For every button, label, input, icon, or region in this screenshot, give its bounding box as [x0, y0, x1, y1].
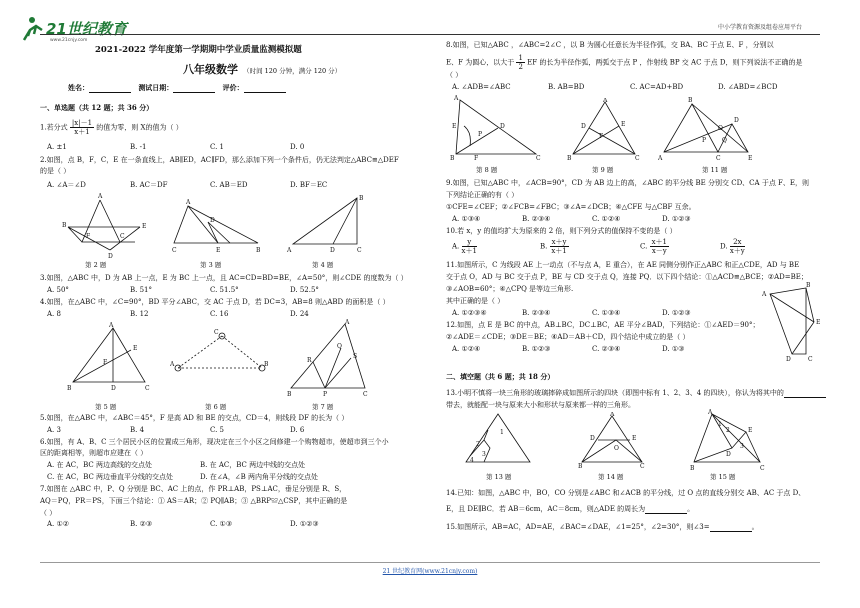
q11-line1: 11.如图所示，C 为线段 AE 上一动点（不与点 A，E 重合），在 AE 同侧分别作正△ABC 和正△CDE，AD 与 BE: [446, 261, 800, 269]
q11-opt-b[interactable]: B. ②③④: [522, 309, 551, 317]
q4-opt-d[interactable]: D. 24: [290, 310, 309, 318]
q8-opt-a[interactable]: A. ∠ADB=∠ABC: [452, 83, 511, 91]
fig-q13-label-4: 4: [470, 457, 474, 464]
fig-q9-label-c: C: [635, 155, 640, 160]
fig-q7-label-c: C: [363, 391, 368, 398]
name-label: 姓名：: [68, 83, 89, 92]
q3-opt-c[interactable]: C. 51.5°: [210, 286, 239, 294]
figure-q5: [65, 322, 155, 392]
q8-frac-num: 1: [518, 54, 523, 62]
q9-opt-c[interactable]: C. ①②④: [592, 215, 621, 223]
fig-q9-label-e: E: [621, 121, 626, 128]
q3-line1: 3.如图，△ABC 中，D 为 AB 上一点，E 为 BC 上一点，且 AC=CD=BD=BE，∠A=50°，则∠CDE 的度数为（ ）: [40, 274, 408, 282]
figure-q13: [462, 410, 534, 468]
q12-opt-b[interactable]: B. ①②③: [522, 345, 551, 353]
fig-q2-label-f: F: [86, 233, 91, 240]
figure-q6: [170, 328, 270, 383]
q10-opt-a-den: x＋1: [461, 247, 477, 255]
q12-line1: 12.如图，点 E 是 BC 的中点，AB⊥BC，DC⊥BC，AE 平分∠BAD，下列结论：①∠AED＝90°；: [446, 321, 760, 329]
fig-q15-label-e: E: [748, 427, 753, 434]
q2-line2: 的是（ ）: [40, 167, 71, 175]
q10-opt-c-den: x－y: [651, 247, 667, 255]
fig-caption-q14: 第 14 题: [598, 473, 624, 481]
fig-q15-label-3: 3: [740, 443, 744, 450]
name-field[interactable]: [89, 84, 131, 93]
fig-q15-label-c: C: [760, 465, 765, 470]
fig-q15-label-a: A: [708, 409, 713, 416]
fig-q8-label-p: P: [478, 131, 483, 138]
fig-q5-label-e: E: [133, 345, 138, 352]
q3-opt-a[interactable]: A. 50°: [47, 286, 69, 294]
fig-q2-label-d: D: [108, 253, 113, 260]
fig-q12-label-a: A: [762, 291, 767, 298]
fig-q3-label-a: A: [186, 199, 191, 206]
q7-opt-c[interactable]: C. ①③: [210, 520, 233, 528]
fig-q13-label-1: 1: [500, 429, 504, 436]
q9-line2: 下列结论正确的有（ ）: [446, 191, 519, 199]
q10-opt-b-den: x＋1: [551, 247, 567, 255]
fig-q15-label-b: B: [690, 465, 695, 470]
fig-q14-label-c: C: [640, 463, 645, 468]
header-note: 中小学教育资源及组卷应用平台: [717, 24, 802, 31]
q13-line1: [446, 388, 826, 398]
fig-q3-label-c: C: [172, 247, 177, 254]
exam-subtitle: 八年级数学: [183, 63, 238, 76]
q8-opt-b[interactable]: B. AB=BD: [548, 83, 585, 91]
q1-stem-b: 的值为零，则 X的值为（ ）: [96, 123, 183, 132]
q6-line1: 6.如图，有 A、B、C 三个居民小区的位置成三角形，现决定在三个小区之间修建一个购物超市，使超市到三个小: [40, 438, 389, 446]
q9-line1: 9.如图，已知△ABC 中，∠ACB=90°，CD 为 AB 边上的高，∠ABC 的平分线 BE 分别交 CD、CA 于点 F、E，则: [446, 179, 810, 187]
q1-fraction: [70, 119, 94, 136]
fig-caption-q6: 第 6 题: [205, 403, 227, 411]
fig-q14-label-b: B: [578, 463, 583, 468]
q14-answer-blank[interactable]: [645, 505, 687, 514]
fig-q11-label-o: O: [718, 125, 723, 132]
q9-opt-b[interactable]: B. ②③④: [522, 215, 551, 223]
exam-subtitle-note: （时间 120 分钟，满分 120 分）: [243, 67, 342, 75]
q10-opt-d-fraction: [730, 238, 745, 255]
fig-q13-label-2: 2: [476, 441, 480, 448]
fig-q9-label-a: A: [603, 98, 608, 104]
fig-q8-label-a: A: [454, 95, 459, 102]
figure-q8: [448, 92, 543, 162]
logo-text: 21世纪教育: [46, 20, 127, 38]
q1-opt-a[interactable]: A. ±1: [47, 143, 67, 151]
section1-title: 一、单选题（共 12 题；共 36 分）: [40, 103, 154, 112]
fig-q15-label-1: 1: [718, 421, 722, 428]
q11-opt-d[interactable]: D. ①②③: [662, 309, 691, 317]
fig-q4-label-c: C: [357, 247, 362, 254]
fig-q8-label-b: B: [450, 155, 455, 162]
exam-title: 2021-2022 学年度第一学期期中学业质量监测模拟题: [95, 45, 302, 55]
q7-opt-d[interactable]: D. ①②③: [290, 520, 319, 528]
q1-den: x＋1: [74, 128, 90, 136]
exam-subtitle-row: [183, 58, 341, 77]
fig-q14-label-e: E: [632, 435, 637, 442]
fig-q8-label-d: D: [500, 123, 505, 130]
q10-opt-a-fraction: [462, 238, 477, 255]
q2-line1: 2.如图，点 B，F，C，E 在一条直线上，AB∥ED，AC∥FD，那么添加下列一个条件后，仍无法判定△ABC≌△DEF: [40, 156, 399, 164]
q8-opt-d[interactable]: D. ∠ABD=∠BCD: [718, 83, 778, 91]
q10-opt-a-label: A.: [452, 242, 460, 251]
fig-q11-label-e: E: [748, 155, 753, 162]
q1-stem: [40, 119, 183, 136]
fig-q11-label-b: B: [688, 97, 693, 104]
q6-opt-c[interactable]: C. 在 AC，BC 两边垂直平分线的交点处: [47, 473, 174, 481]
figure-q11: [658, 92, 758, 162]
fig-caption-q5: 第 5 题: [95, 403, 117, 411]
q10-opt-d-num: 2x: [730, 238, 745, 247]
fig-q7-label-r: R: [307, 357, 312, 364]
fig-q4-label-b: B: [359, 195, 364, 202]
q5-line1: 5.如图，在△ABC 中，∠ABC＝45°，F 是高 AD 和 BE 的交点，CD＝4，则线段 DF 的长为（ ）: [40, 414, 349, 422]
q15-line1-end: 。: [751, 523, 759, 531]
figure-q9: [565, 98, 645, 160]
fig-q7-label-q: Q: [337, 343, 342, 350]
q11-opt-c[interactable]: C. ①③④: [592, 309, 621, 317]
q15-line1: [446, 522, 759, 532]
fig-q11-label-c: C: [716, 155, 721, 162]
q13-line2: 带去，就能配一块与原来大小和形状与原来都一样的三角形。: [446, 401, 635, 409]
fig-q6-label-c: C: [214, 329, 219, 336]
fig-q8-label-c: C: [536, 155, 541, 162]
fig-q14-label-o: O: [614, 445, 619, 452]
fig-q9-label-b: B: [567, 155, 572, 160]
q7-opt-a[interactable]: A. ①②: [47, 520, 70, 528]
q6-opt-a[interactable]: A. 在 AC，BC 两边高线的交点处: [47, 461, 152, 469]
figure-q15: [690, 408, 768, 470]
q8-line2: [446, 54, 803, 71]
fig-q2-label-a: A: [98, 193, 103, 200]
q7-line3: （ ）: [40, 509, 57, 517]
q10-opt-c[interactable]: [640, 238, 669, 255]
fig-q13-label-3: 3: [482, 451, 486, 458]
student-info-row: [68, 83, 286, 93]
q5-opt-d[interactable]: D. 6: [290, 426, 305, 434]
q9-line3: ①CFE=∠CEF；②∠FCB=∠FBC；③∠A=∠DCB；④△CFE 与△CBF 互余。: [446, 203, 696, 211]
q1-stem-a: 1.若分式: [40, 123, 68, 132]
q12-opt-d[interactable]: D. ①③: [662, 345, 685, 353]
q2-opt-a[interactable]: A. ∠A＝∠D: [47, 181, 86, 189]
fig-caption-q7: 第 7 题: [312, 403, 334, 411]
fig-q7-label-s: S: [353, 353, 358, 360]
q10-line1: 10.若 x，y 的值均扩大为原来的 2 倍，则下列分式的值保持不变的是（ ）: [446, 227, 677, 235]
fig-q8-label-f: F: [474, 155, 479, 162]
site-logo: [12, 12, 132, 46]
q8-line3: （ ）: [446, 71, 463, 79]
fig-q5-label-d: D: [111, 385, 116, 392]
q6-line2: 区的距离相等，则超市应建在（ ）: [40, 449, 148, 457]
fig-q15-label-d: D: [726, 451, 731, 458]
fig-q12-label-e: E: [816, 319, 821, 326]
fig-q5-label-c: C: [145, 385, 150, 392]
q11-line2: 交于点 O，AD 与 BC 交于点 P，BE 与 CD 交于点 Q，连接 PQ．以下四个结论：①△ACD≌△BCE；②AD=BE；: [446, 273, 808, 281]
q7-line2: AQ＝PQ，PR＝PS，下面三个结论：① AS＝AR；② PQ∥AB；③ △BRP≌△CSP，其中正确的是: [40, 497, 348, 505]
logo-url: www.21cnjy.com: [50, 38, 88, 43]
q4-opt-c[interactable]: C. 16: [210, 310, 229, 318]
fig-q11-label-p: P: [702, 137, 707, 144]
q3-opt-d[interactable]: D. 52.5°: [290, 286, 319, 294]
figure-q2: [60, 192, 150, 262]
q11-line3: ③∠AOB=60°；④△CPQ 是等边三角形.: [446, 285, 574, 293]
q10-opt-c-fraction: [650, 238, 669, 255]
q14-line2: [446, 504, 694, 514]
date-field[interactable]: [173, 84, 215, 93]
fig-q3-label-d: D: [210, 217, 215, 224]
q10-opt-b[interactable]: [540, 238, 569, 255]
q10-opt-b-label: B.: [540, 242, 548, 251]
fig-q4-label-d: D: [330, 247, 335, 254]
fig-q14-label-a: A: [610, 412, 615, 418]
q13-line1-text: 13.小明不慎将一块三角形的玻璃摔碎成如图所示的四块（即图中标有 1、2、3、4 的四块），你认为将其中的: [446, 389, 784, 397]
q7-line1: 7.如图在 △ABC 中，P、Q 分别是 BC、AC 上的点，作 PR⊥AB，PS⊥AC，垂足分别是 R、S，: [40, 485, 347, 493]
fig-q7-label-b: B: [287, 391, 292, 398]
footer-rule: [40, 562, 820, 563]
fig-q7-label-p: P: [323, 391, 328, 398]
fig-q4-label-a: A: [287, 247, 292, 254]
fig-q11-label-a: A: [658, 155, 663, 162]
q2-opt-b[interactable]: B. AC＝DF: [130, 181, 168, 189]
q10-opt-a-num: y: [462, 238, 477, 247]
fig-q11-label-q: Q: [722, 137, 727, 144]
q1-opt-b[interactable]: B. -1: [130, 143, 147, 151]
q11-opt-a[interactable]: A. ①②③④: [452, 309, 487, 317]
fig-caption-q4: 第 4 题: [312, 261, 334, 269]
score-label: 评价：: [222, 83, 244, 92]
fig-q9-label-f: F: [599, 133, 604, 140]
fig-q3-label-b: B: [256, 247, 261, 254]
fig-q2-label-c: C: [120, 233, 125, 240]
q8-line2a: E、F 为圆心，以大于: [446, 58, 515, 67]
fig-caption-q13: 第 13 题: [486, 473, 512, 481]
q8-opt-c[interactable]: C. AC=AD+BD: [630, 83, 684, 91]
q6-opt-b[interactable]: B. 在 AC，BC 两边中线的交点处: [200, 461, 306, 469]
figure-q4: [285, 192, 375, 257]
fig-q8-label-e: E: [452, 123, 457, 130]
fig-q12-label-d: D: [786, 356, 791, 362]
q10-opt-b-fraction: [550, 238, 569, 255]
fig-q6-label-a: A: [170, 361, 175, 368]
q14-line2-text: E，且 DE∥BC．若 AB＝6cm，AC＝8cm，则△ADE 的周长为: [446, 505, 646, 513]
q5-opt-b[interactable]: B. 4: [130, 426, 145, 434]
date-label: 测试日期：: [138, 83, 174, 92]
q4-opt-b[interactable]: B. 12: [130, 310, 149, 318]
fig-q5-label-f: F: [103, 359, 108, 366]
runner-logo-icon: [16, 14, 46, 44]
q10-opt-c-num: x＋1: [651, 238, 667, 246]
fig-caption-q11: 第 11 题: [702, 166, 728, 174]
q5-opt-c[interactable]: C. 5: [210, 426, 225, 434]
q8-frac-den: 2: [518, 63, 523, 71]
q1-num: |x|－1: [71, 119, 93, 127]
q12-opt-c[interactable]: C. ②③④: [592, 345, 621, 353]
q12-line2: ②∠ADE＝∠CDE；③DE＝BE；④AD＝AB＋CD，四个结论中成立的是（ ）: [446, 333, 690, 341]
fig-caption-q2: 第 2 题: [85, 261, 107, 269]
figure-q3: [170, 198, 265, 258]
q1-opt-c[interactable]: C. 1: [210, 143, 225, 151]
fig-q5-label-a: A: [109, 322, 114, 329]
fig-q15-label-2: 2: [726, 427, 730, 434]
q10-opt-c-label: C.: [640, 242, 648, 251]
figure-q12: [762, 282, 824, 362]
q5-opt-a[interactable]: A. 3: [47, 426, 61, 434]
fig-q12-label-b: B: [806, 282, 811, 289]
q10-opt-d-label: D.: [720, 242, 728, 251]
fig-q2-label-b: B: [62, 222, 67, 229]
fig-q12-label-c: C: [808, 356, 813, 362]
fig-q7-label-a: A: [345, 319, 350, 326]
fig-caption-q9: 第 9 题: [592, 166, 614, 174]
q4-opt-a[interactable]: A. 8: [47, 310, 61, 318]
q8-line1: 8.如图，已知△ABC ，∠ABC=2∠C ，以 B 为圆心任意长为半径作弧，交 BA、BC 于点 E、F ，分别以: [446, 41, 774, 49]
fig-q2-label-e: E: [142, 223, 147, 230]
q14-line1: 14.已知：如图，△ABC 中，BO，CO 分别是∠ABC 和∠ACB 的平分线，过 O 点的直线分别交 AB、AC 于点 D、: [446, 489, 806, 497]
q10-opt-d-den: x＋y: [729, 247, 745, 255]
q8-line2b: EF 的长为半径作弧，两弧交于点 P ，作射线 BP 交 AC 于点 D，则下列说法不正确的是: [527, 58, 803, 67]
q11-line4: 其中正确的是（ ）: [446, 297, 505, 305]
fig-caption-q8: 第 8 题: [476, 166, 498, 174]
fig-q9-label-d: D: [581, 123, 586, 130]
q6-opt-d[interactable]: D. 在∠A，∠B 两内角平分线的交点处: [200, 473, 318, 481]
q15-line1-text: 15.如图所示，AB=AC，AD=AE，∠BAC=∠DAE，∠1=25°，∠2=30°，则∠3=: [446, 523, 710, 531]
q4-line1: 4.如图，在△ABC 中，∠C=90°，BD 平分∠ABC，交 AC 于点 D，若 DC=3，AB=8 则△ABD 的面积是（ ）: [40, 298, 390, 306]
q10-opt-a[interactable]: [452, 238, 477, 255]
fig-q6-label-b: B: [264, 361, 269, 368]
figure-q14: [578, 412, 648, 468]
fig-q5-label-b: B: [67, 385, 72, 392]
fig-q3-label-e: E: [216, 247, 221, 254]
q14-line2-end: 。: [687, 505, 695, 513]
q9-opt-d[interactable]: D. ①②③: [662, 215, 691, 223]
footer-link[interactable]: 21 世纪教育网(www.21cnjy.com): [382, 568, 478, 575]
q3-opt-b[interactable]: B. 51°: [130, 286, 153, 294]
q10-opt-b-num: x＋y: [551, 238, 567, 246]
q7-opt-b[interactable]: B. ②③: [130, 520, 153, 528]
q2-opt-c[interactable]: C. AB＝ED: [210, 181, 248, 189]
figure-q7: [285, 318, 370, 398]
fig-q11-label-d: D: [734, 117, 739, 124]
header-rule: [40, 34, 820, 35]
fig-caption-q3: 第 3 题: [200, 261, 222, 269]
fig-caption-q15: 第 15 题: [710, 473, 736, 481]
q12-opt-a[interactable]: A. ①②④: [452, 345, 481, 353]
q8-fraction: [516, 54, 524, 71]
score-field[interactable]: [244, 84, 286, 93]
q2-opt-d[interactable]: D. BF＝EC: [290, 181, 328, 189]
q9-opt-a[interactable]: A. ①③④: [452, 215, 481, 223]
q15-answer-blank[interactable]: [710, 523, 752, 532]
section2-title: 二、填空题（共 6 题；共 18 分）: [446, 372, 555, 381]
q10-opt-d[interactable]: [720, 238, 745, 255]
q1-opt-d[interactable]: D. 0: [290, 143, 305, 151]
q13-answer-blank[interactable]: [784, 389, 826, 398]
fig-q14-label-d: D: [590, 435, 595, 442]
